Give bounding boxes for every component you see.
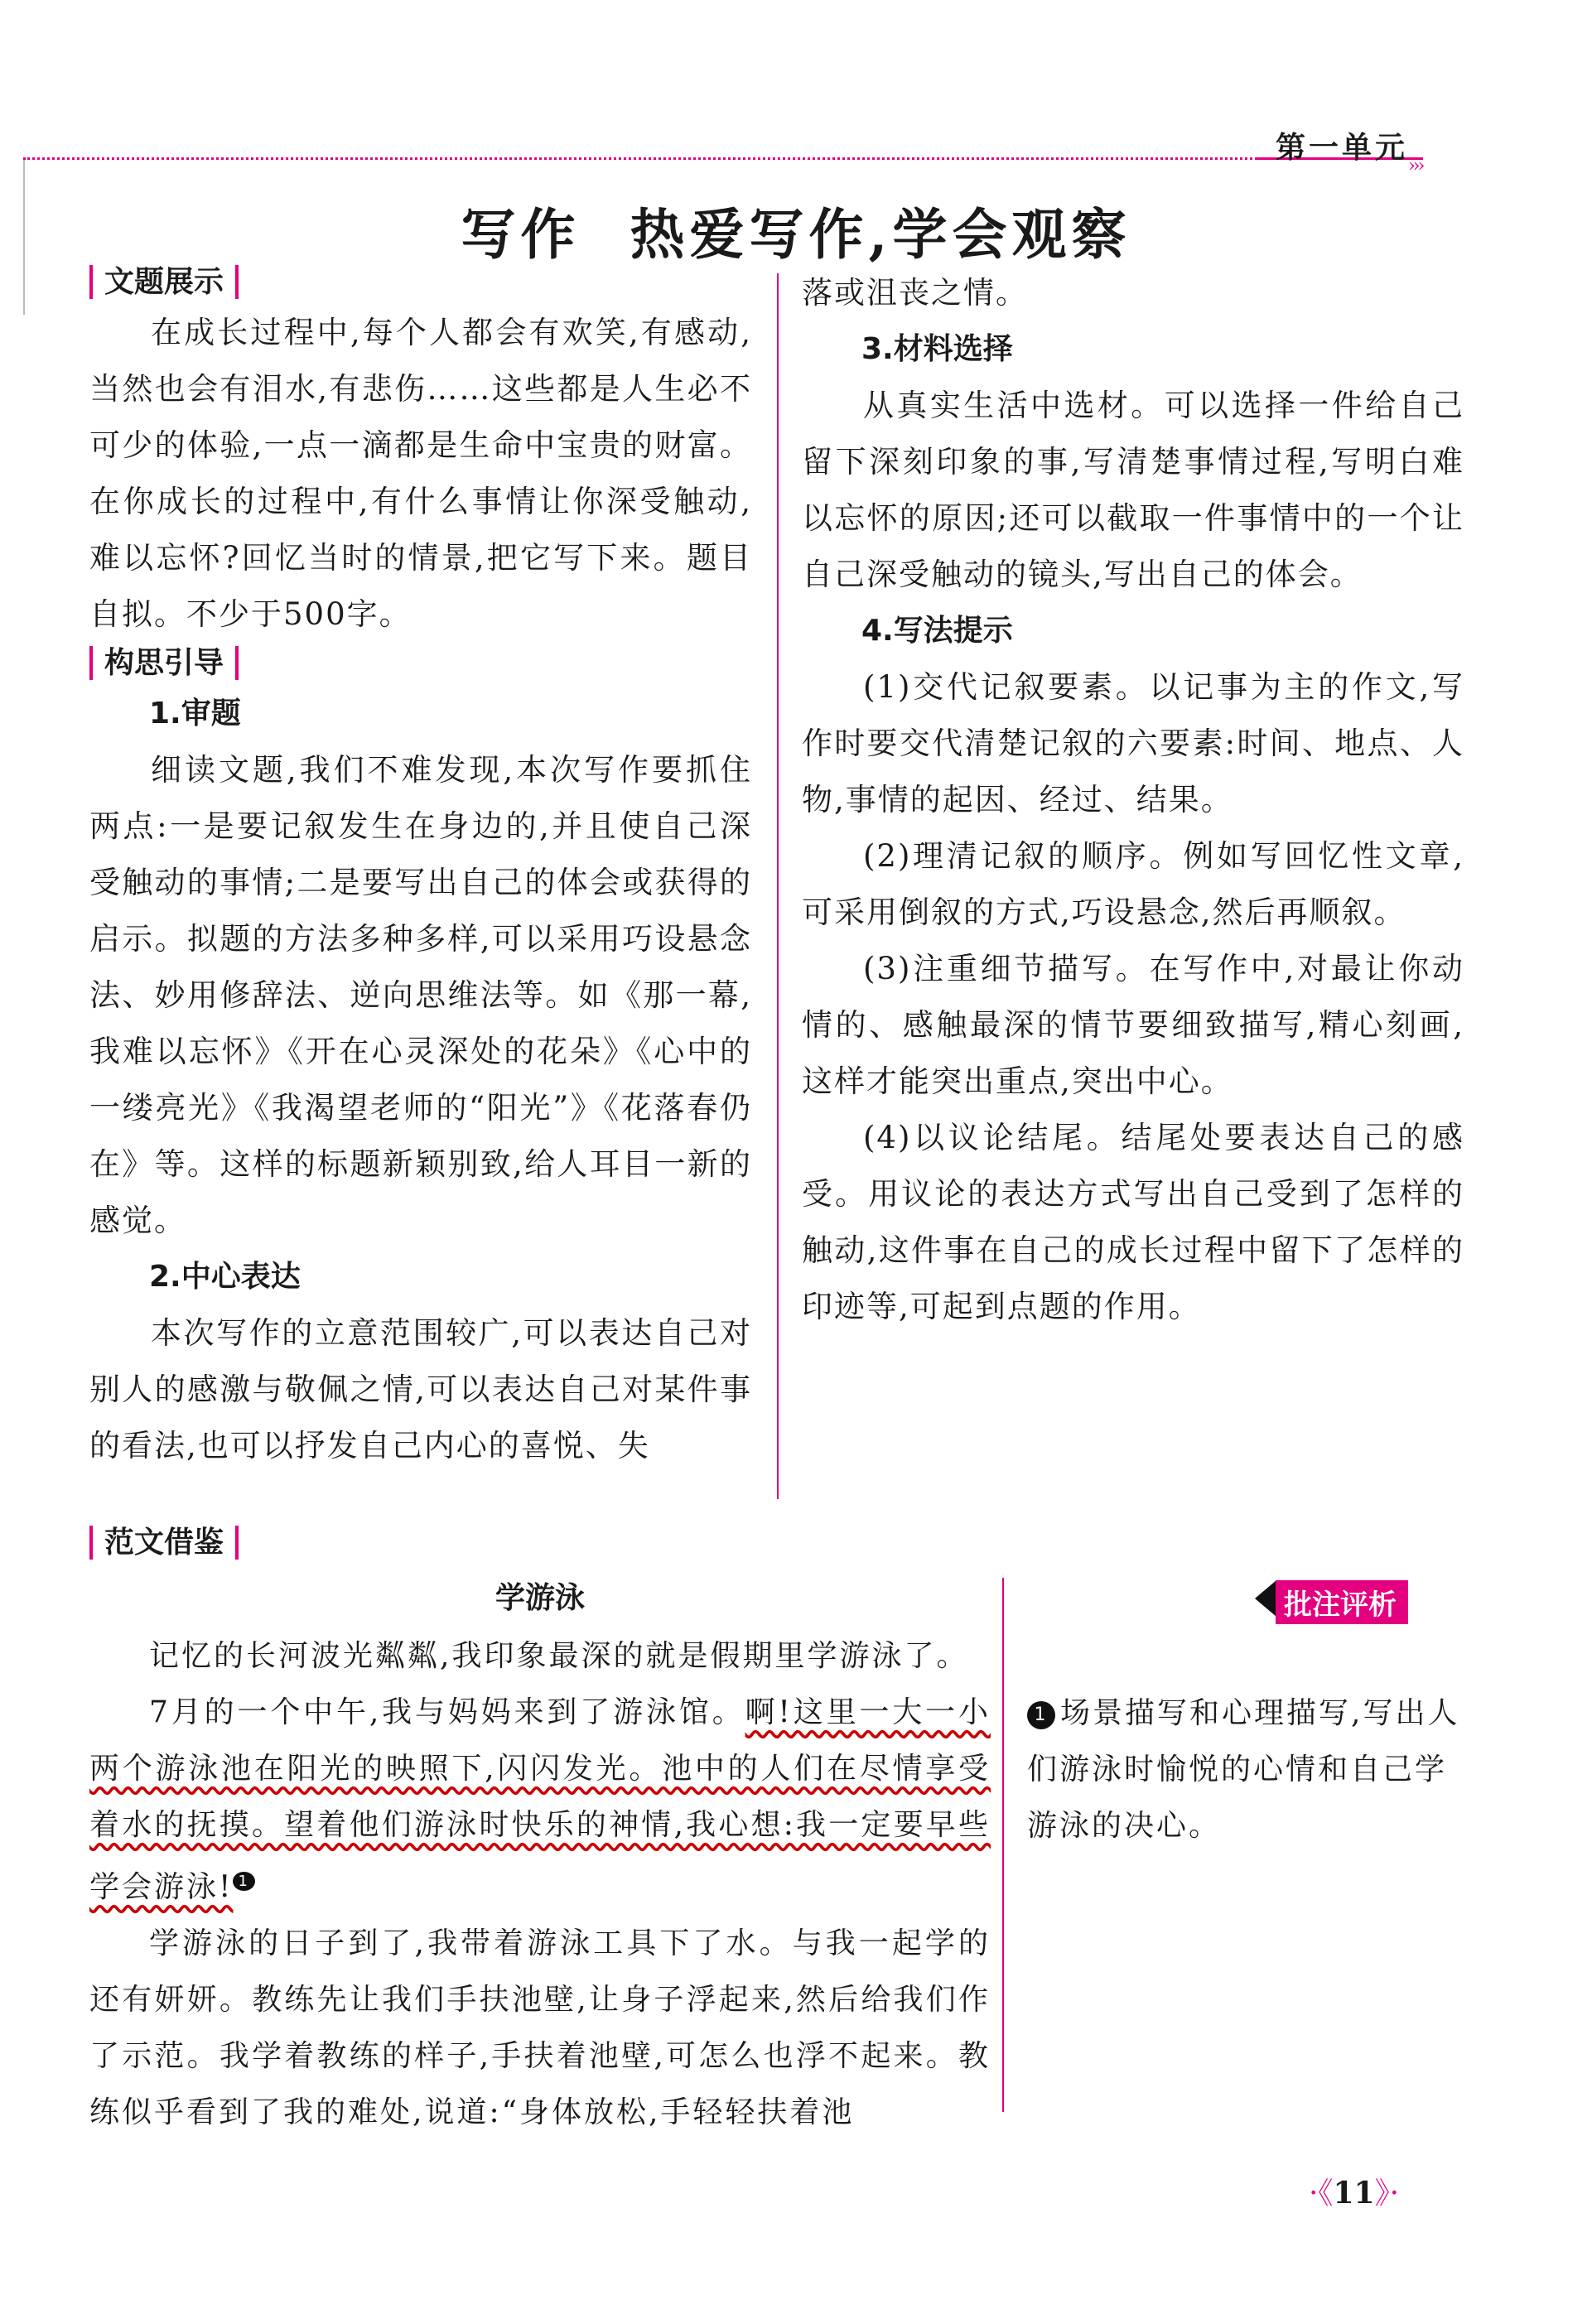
zhongxin-continued: 落或沮丧之情。 [802, 275, 1028, 311]
title-left: 写作 [461, 202, 581, 267]
annotation-divider [1002, 1578, 1004, 2112]
xiefa-item-4: (4)以议论结尾。结尾处要表达自己的感受。用议论的表达方式写出自己受到了怎样的触动,这件事在自己的成长过程中留下了怎样的印迹等,可起到点题的作用。 [802, 1120, 1464, 1324]
title-right: 热爱写作,学会观察 [630, 202, 1131, 267]
annotation-arrow-icon [1255, 1580, 1276, 1617]
zhongxin-text: 本次写作的立意范围较广,可以表达自己对别人的感激与敬佩之情,可以表达自己对某件事的看法,也可以抒发自己内心的喜悦、失 [89, 1315, 752, 1463]
left-column [89, 265, 752, 1474]
xiefa-item-3: (3)注重细节描写。在写作中,对最让你动情的、感触最深的情节要细致描写,精心刻画,这样才能突出重点,突出中心。 [802, 951, 1464, 1099]
subheading-shenti: 1.审题 [149, 697, 241, 730]
page-number [1309, 2170, 1399, 2212]
annotation-number-icon: 1 [1027, 1701, 1055, 1729]
unit-label: 第一单元 [1276, 131, 1409, 165]
essay-paragraph-3: 学游泳的日子到了,我带着游泳工具下了水。与我一起学的还有妍妍。教练先让我们手扶池壁,让身子浮起来,然后给我们作了示范。我学着教练的样子,手扶着池壁,可怎么也浮不起来。教练似乎看到了我的难处,说道:“身体放松,手轻轻扶着池 [89, 1926, 991, 2129]
annotation-note [1027, 1685, 1474, 1854]
header-dotted-rule [23, 157, 1257, 160]
xiefa-item-2: (2)理清记叙的顺序。例如写回忆性文章,可采用倒叙的方式,巧设悬念,然后再顺叙。 [802, 838, 1464, 930]
essay-paragraph-1: 记忆的长河波光粼粼,我印象最深的就是假期里学游泳了。 [149, 1639, 969, 1673]
fanwen-section [89, 1526, 239, 1560]
essay-paragraph-2 [89, 1685, 991, 1916]
wenti-text: 在成长过程中,每个人都会有欢笑,有感动,当然也会有泪水,有悲伤……这些都是人生必不可少的体验,一点一滴都是生命中宝贵的财富。在你成长的过程中,有什么事情让你深受触动,难以忘怀?回忆当时的情景,把它写下来。题目自拟。不少于500字。 [89, 315, 752, 632]
subheading-cailiao: 3.材料选择 [861, 332, 1013, 366]
page-number-value: 11 [1333, 2176, 1375, 2211]
section-tag-fanwen: 范文借鉴 [89, 1526, 239, 1560]
section-tag-gousi: 构思引导 [89, 646, 239, 680]
page-number-deco-right-icon: 》· [1374, 2177, 1400, 2211]
note-marker-icon: 1 [233, 1872, 254, 1891]
essay-p2-plain: 7月的一个中午,我与妈妈来到了游泳馆。 [149, 1695, 745, 1729]
essay-title: 学游泳 [494, 1581, 585, 1615]
column-divider [777, 273, 779, 1499]
page-number-deco-left-icon: ·《 [1309, 2177, 1334, 2211]
section-tag-wenti: 文题展示 [89, 265, 239, 299]
right-column [802, 265, 1464, 1335]
essay-p2-marked: 啊!这里一大一小两个游泳池在阳光的映照下,闪闪发光。池中的人们在尽情享受着水的抚摸。望着他们游泳时快乐的神情,我心想:我一定要早些学会游泳! [89, 1695, 991, 1904]
annotation-text: 场景描写和心理描写,写出人们游泳时愉悦的心情和自己学游泳的决心。 [1027, 1696, 1460, 1843]
cailiao-text: 从真实生活中选材。可以选择一件给自己留下深刻印象的事,写清楚事情过程,写明白难以忘怀的原因;还可以截取一件事情中的一个让自己深受触动的镜头,写出自己的体会。 [802, 388, 1464, 592]
xiefa-item-1: (1)交代记叙要素。以记事为主的作文,写作时要交代清楚记叙的六要素:时间、地点、人物,事情的起因、经过、结果。 [802, 669, 1464, 817]
model-essay [89, 1574, 991, 2141]
page-title [0, 190, 1592, 269]
shenti-text: 细读文题,我们不难发现,本次写作要抓住两点:一是要记叙发生在身边的,并且使自己深受触动的事情;二是要写出自己的体会或获得的启示。拟题的方法多种多样,可以采用巧设悬念法、妙用修辞法、逆向思维法等。如《那一幕,我难以忘怀》《开在心灵深处的花朵》《心中的一缕亮光》《我渴望老师的“阳光”》《花落春仍在》等。这样的标题新颖别致,给人耳目一新的感觉。 [89, 752, 752, 1238]
subheading-zhongxin: 2.中心表达 [149, 1260, 301, 1294]
header-arrows-icon: ››› [1408, 156, 1423, 176]
subheading-xiefa: 4.写法提示 [861, 614, 1013, 648]
annotation-tag: 批注评析 [1276, 1580, 1408, 1624]
